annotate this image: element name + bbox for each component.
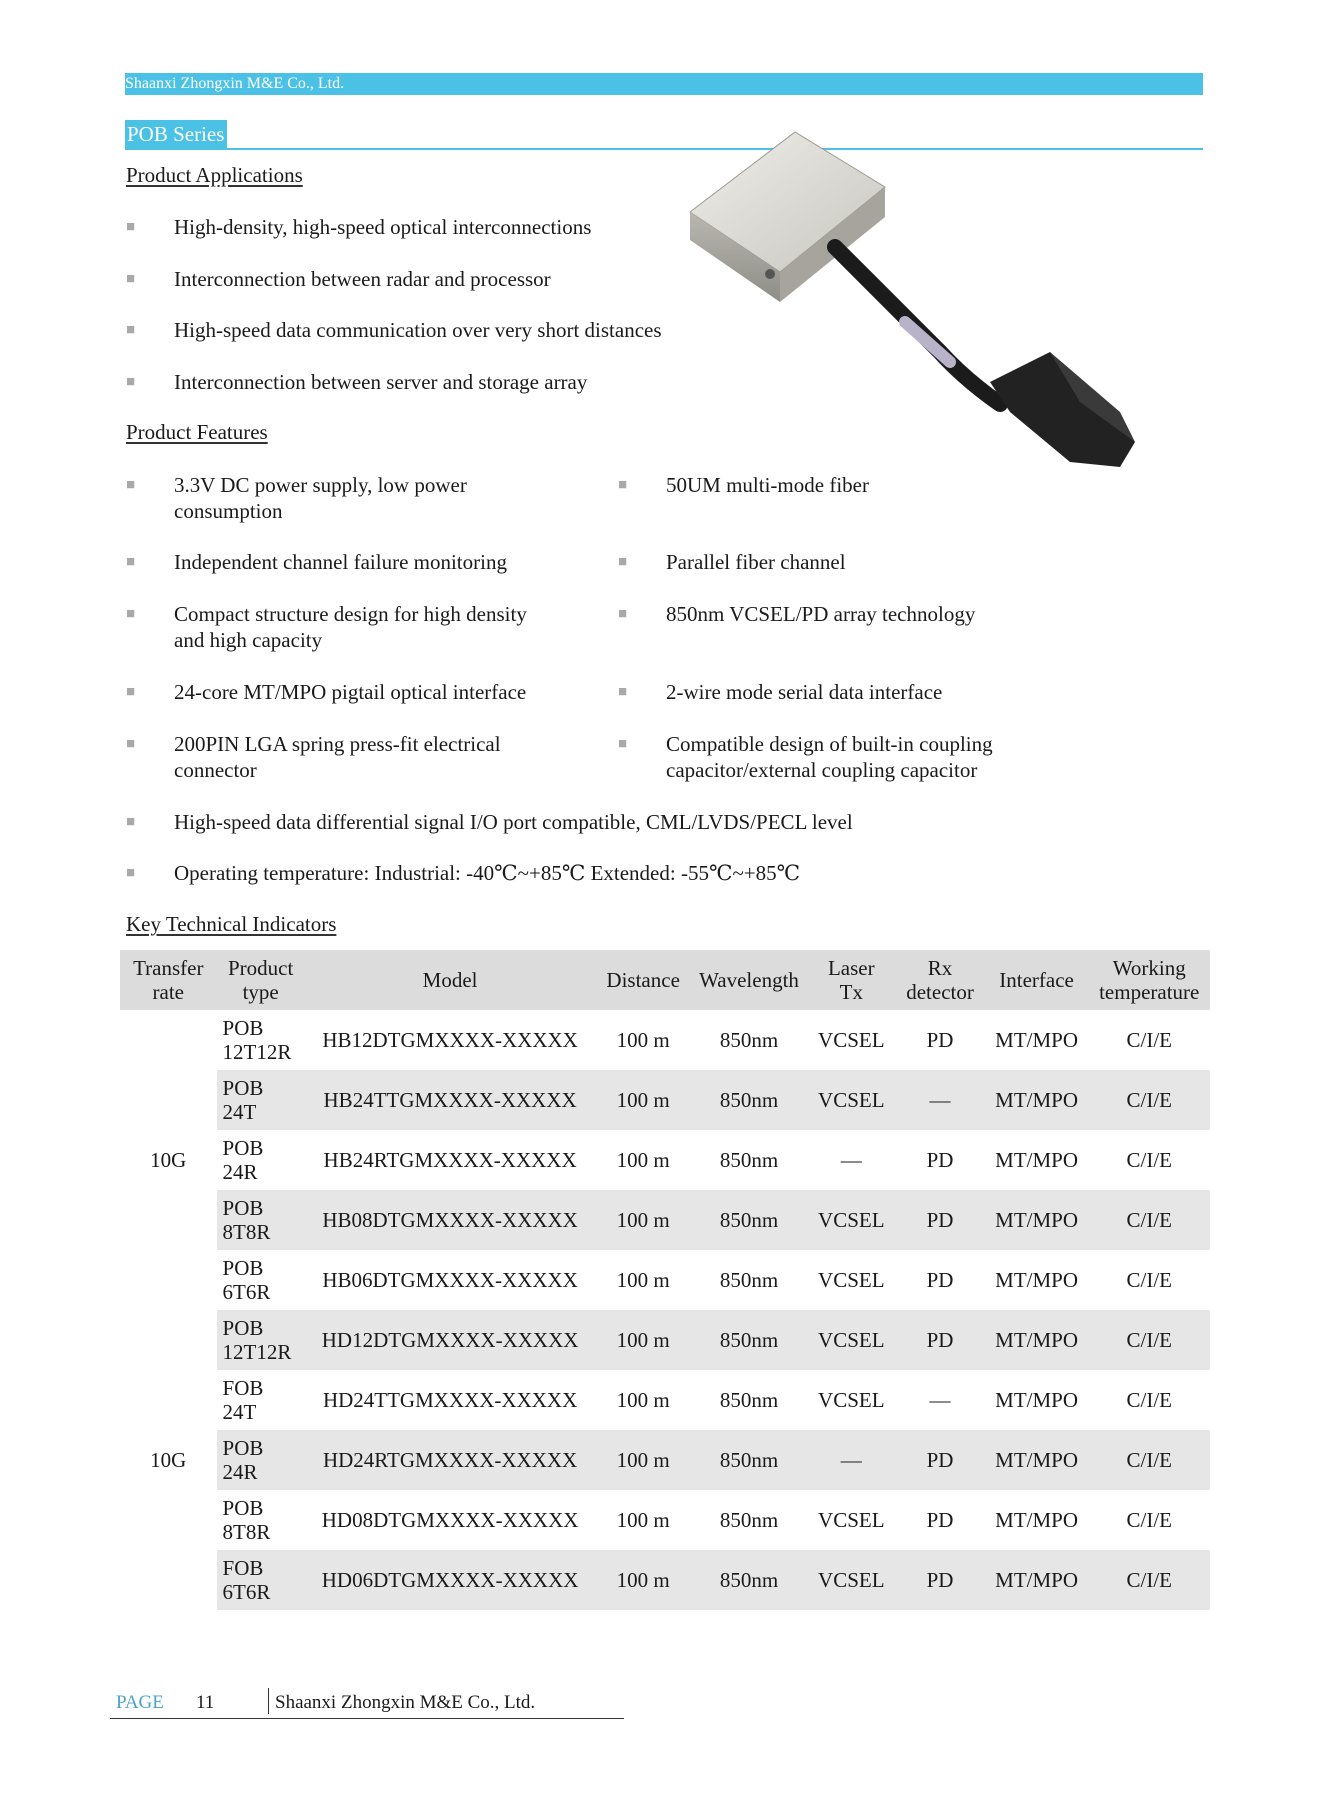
column-header: Wavelength — [691, 950, 807, 1010]
table-row — [120, 1250, 1210, 1310]
rx-detector-cell: PD — [926, 1028, 954, 1052]
table-header-row — [120, 950, 1210, 1010]
temperature-cell: C/I/E — [1126, 1268, 1172, 1292]
bullet-square-icon: ■ — [126, 736, 136, 752]
product-type-cell: POB 8T8R — [222, 1496, 271, 1544]
wavelength-cell: 850nm — [719, 1148, 779, 1172]
page-number: 11 — [196, 1692, 215, 1713]
bullet-square-icon: ■ — [618, 684, 628, 700]
interface-cell: MT/MPO — [985, 1310, 1089, 1370]
distance-cell: 100 m — [616, 1268, 670, 1292]
rx-detector-cell: PD — [895, 1430, 984, 1490]
table-row — [120, 1010, 1210, 1070]
applications-heading: Product Applications — [126, 163, 303, 187]
footer-company: Shaanxi Zhongxin M&E Co., Ltd. — [275, 1692, 536, 1713]
interface-cell: MT/MPO — [995, 1028, 1079, 1052]
laser-tx-cell: VCSEL — [818, 1388, 885, 1412]
distance-cell: 100 m — [595, 1430, 691, 1490]
bullet-square-icon: ■ — [126, 554, 136, 570]
product-type-cell: POB 12T12R — [217, 1310, 305, 1370]
column-header: Distance — [595, 950, 691, 1010]
laser-tx-cell: — — [807, 1430, 895, 1490]
distance-cell: 100 m — [595, 1310, 691, 1370]
temperature-cell: C/I/E — [1088, 1190, 1210, 1250]
temperature-cell: C/I/E — [1088, 1310, 1210, 1370]
column-header: Rx detector — [895, 950, 984, 1010]
column-header: Transfer rate — [120, 950, 217, 1010]
model-cell: HD12DTGMXXXX-XXXXX — [305, 1310, 596, 1370]
product-type-cell: POB 6T6R — [222, 1256, 271, 1304]
laser-tx-cell: VCSEL — [807, 1550, 895, 1610]
product-type-cell: POB 24T — [217, 1070, 305, 1130]
laser-tx-cell: VCSEL — [818, 1028, 885, 1052]
bullet-square-icon: ■ — [618, 606, 628, 622]
rx-detector-cell: PD — [895, 1550, 984, 1610]
interface-cell: MT/MPO — [985, 1550, 1089, 1610]
bullet-square-icon: ■ — [126, 322, 136, 338]
laser-tx-cell: VCSEL — [807, 1070, 895, 1130]
model-cell: HD24RTGMXXXX-XXXXX — [305, 1430, 596, 1490]
interface-cell: MT/MPO — [985, 1070, 1089, 1130]
temperature-cell: C/I/E — [1126, 1508, 1172, 1532]
transfer-rate-cell: 10G — [120, 1310, 217, 1610]
table-row — [120, 1490, 1210, 1550]
wavelength-cell: 850nm — [719, 1508, 779, 1532]
laser-tx-cell: — — [840, 1148, 862, 1172]
distance-cell: 100 m — [595, 1550, 691, 1610]
page-footer — [110, 1692, 624, 1719]
laser-tx-cell: VCSEL — [807, 1310, 895, 1370]
bullet-square-icon: ■ — [126, 606, 136, 622]
interface-cell: MT/MPO — [985, 1430, 1089, 1490]
page-label: PAGE — [116, 1692, 164, 1713]
features-heading: Product Features — [126, 420, 268, 444]
bullet-square-icon: ■ — [126, 814, 136, 830]
model-cell: HB06DTGMXXXX-XXXXX — [322, 1268, 578, 1292]
bullet-square-icon: ■ — [126, 271, 136, 287]
table-row — [120, 1370, 1210, 1430]
product-type-cell: FOB 6T6R — [217, 1550, 305, 1610]
section-title: POB Series — [125, 120, 227, 148]
wavelength-cell: 850nm — [719, 1028, 779, 1052]
column-header: Laser Tx — [807, 950, 895, 1010]
product-type-cell: FOB 24T — [222, 1376, 264, 1424]
temperature-cell: C/I/E — [1126, 1388, 1172, 1412]
model-cell: HD06DTGMXXXX-XXXXX — [305, 1550, 596, 1610]
table-row — [120, 1550, 1210, 1610]
interface-cell: MT/MPO — [995, 1268, 1079, 1292]
column-header: Interface — [985, 950, 1089, 1010]
rx-detector-cell: — — [895, 1070, 984, 1130]
wavelength-cell: 850nm — [691, 1070, 807, 1130]
bullet-square-icon: ■ — [618, 736, 628, 752]
interface-cell: MT/MPO — [985, 1190, 1089, 1250]
table-row — [120, 1190, 1210, 1250]
rx-detector-cell: — — [929, 1388, 951, 1412]
product-photo — [650, 112, 1210, 482]
table-row — [120, 1070, 1210, 1130]
bullet-square-icon: ■ — [126, 865, 136, 881]
laser-tx-cell: VCSEL — [807, 1190, 895, 1250]
temperature-cell: C/I/E — [1126, 1028, 1172, 1052]
transfer-rate-cell: 10G — [120, 1010, 217, 1310]
rx-detector-cell: PD — [926, 1148, 954, 1172]
laser-tx-cell: VCSEL — [818, 1268, 885, 1292]
column-header: Model — [305, 950, 596, 1010]
distance-cell: 100 m — [616, 1508, 670, 1532]
rx-detector-cell: PD — [895, 1310, 984, 1370]
distance-cell: 100 m — [616, 1028, 670, 1052]
wavelength-cell: 850nm — [719, 1268, 779, 1292]
column-header: Working temperature — [1088, 950, 1210, 1010]
bullet-square-icon: ■ — [126, 219, 136, 235]
product-type-cell: POB 24R — [222, 1136, 264, 1184]
model-cell: HB24TTGMXXXX-XXXXX — [305, 1070, 596, 1130]
distance-cell: 100 m — [616, 1148, 670, 1172]
indicators-heading: Key Technical Indicators — [126, 912, 337, 936]
footer-separator — [268, 1688, 269, 1714]
model-cell: HD24TTGMXXXX-XXXXX — [322, 1388, 578, 1412]
wavelength-cell: 850nm — [691, 1310, 807, 1370]
bullet-square-icon: ■ — [618, 554, 628, 570]
distance-cell: 100 m — [616, 1388, 670, 1412]
wavelength-cell: 850nm — [719, 1388, 779, 1412]
bullet-square-icon: ■ — [126, 477, 136, 493]
column-header: Product type — [217, 950, 305, 1010]
interface-cell: MT/MPO — [995, 1148, 1079, 1172]
product-type-cell: POB 24R — [217, 1430, 305, 1490]
laser-tx-cell: VCSEL — [818, 1508, 885, 1532]
table-row — [120, 1130, 1210, 1190]
wavelength-cell: 850nm — [691, 1190, 807, 1250]
rx-detector-cell: PD — [895, 1190, 984, 1250]
table-row — [120, 1310, 1210, 1370]
product-type-cell: POB 12T12R — [222, 1016, 292, 1064]
header-bar — [125, 73, 1203, 95]
model-cell: HB08DTGMXXXX-XXXXX — [305, 1190, 596, 1250]
interface-cell: MT/MPO — [995, 1508, 1079, 1532]
temperature-cell: C/I/E — [1088, 1430, 1210, 1490]
model-cell: HB24RTGMXXXX-XXXXX — [323, 1148, 577, 1172]
header-company: Shaanxi Zhongxin M&E Co., Ltd. — [125, 75, 345, 92]
bullet-square-icon: ■ — [618, 477, 628, 493]
model-cell: HD08DTGMXXXX-XXXXX — [321, 1508, 579, 1532]
wavelength-cell: 850nm — [691, 1550, 807, 1610]
bullet-square-icon: ■ — [126, 374, 136, 390]
indicators-table — [120, 950, 1210, 1610]
temperature-cell: C/I/E — [1088, 1550, 1210, 1610]
temperature-cell: C/I/E — [1088, 1070, 1210, 1130]
rx-detector-cell: PD — [926, 1508, 954, 1532]
table-row — [120, 1430, 1210, 1490]
model-cell: HB12DTGMXXXX-XXXXX — [322, 1028, 578, 1052]
distance-cell: 100 m — [595, 1190, 691, 1250]
temperature-cell: C/I/E — [1126, 1148, 1172, 1172]
bullet-square-icon: ■ — [126, 684, 136, 700]
product-type-cell: POB 8T8R — [217, 1190, 305, 1250]
distance-cell: 100 m — [595, 1070, 691, 1130]
rx-detector-cell: PD — [926, 1268, 954, 1292]
interface-cell: MT/MPO — [995, 1388, 1079, 1412]
wavelength-cell: 850nm — [691, 1430, 807, 1490]
